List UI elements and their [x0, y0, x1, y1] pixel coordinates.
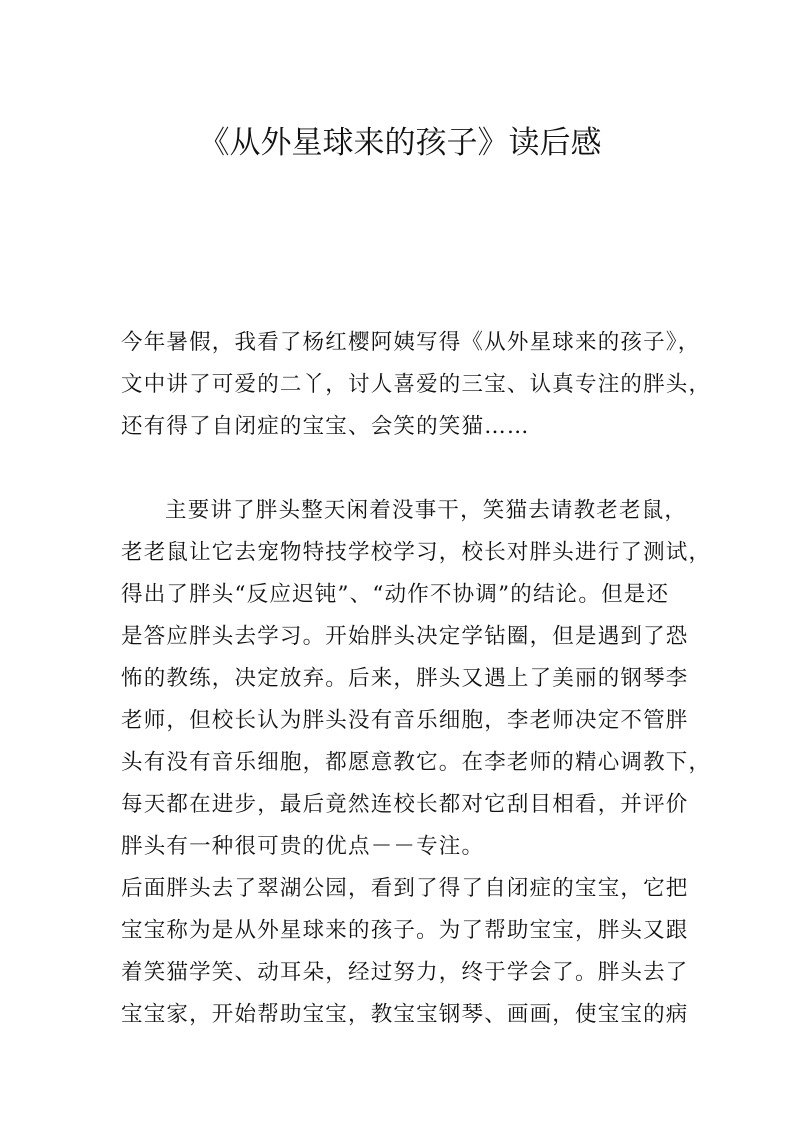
paragraph-summary — [121, 490, 712, 868]
text-line: 主要讲了胖头整天闲着没事干，笑猫去请教老老鼠， — [165, 498, 688, 523]
text-line: 今年暑假，我看了杨红樱阿姨写得《从外星球来的孩子》， — [121, 330, 701, 355]
text-line: 是答应胖头去学习。开始胖头决定学钻圈，但是遇到了恐 — [121, 624, 689, 649]
text-line: 宝宝家，开始帮助宝宝，教宝宝钢琴、画画，使宝宝的病 — [121, 1002, 689, 1027]
text-line: 老师，但校长认为胖头没有音乐细胞，李老师决定不管胖 — [121, 708, 689, 733]
text-line: 怖的教练，决定放弃。后来，胖头又遇上了美丽的钢琴李 — [121, 666, 689, 691]
text-line: 得出了胖头“反应迟钝”、“动作不协调”的结论。但是还 — [121, 582, 670, 607]
text-line: 后面胖头去了翠湖公园，看到了得了自闭症的宝宝，它把 — [121, 876, 689, 901]
document-title: 《从外星球来的孩子》读后感 — [198, 124, 602, 161]
text-line: 头有没有音乐细胞，都愿意教它。在李老师的精心调教下， — [121, 750, 712, 775]
text-line: 还有得了自闭症的宝宝、会笑的笑猫…… — [121, 414, 530, 439]
paragraph-continuation — [121, 868, 689, 1036]
text-line: 宝宝称为是从外星球来的孩子。为了帮助宝宝，胖头又跟 — [121, 918, 689, 943]
paragraph-intro — [121, 322, 712, 448]
text-line: 每天都在进步，最后竟然连校长都对它刮目相看，并评价 — [121, 792, 689, 817]
text-line: 文中讲了可爱的二丫，讨人喜爱的三宝、认真专注的胖头， — [121, 372, 712, 397]
text-line: 胖头有一种很可贵的优点－－专注。 — [121, 834, 485, 859]
text-line: 着笑猫学笑、动耳朵，经过努力，终于学会了。胖头去了 — [121, 960, 689, 985]
text-line: 老老鼠让它去宠物特技学校学习，校长对胖头进行了测试， — [121, 540, 712, 565]
